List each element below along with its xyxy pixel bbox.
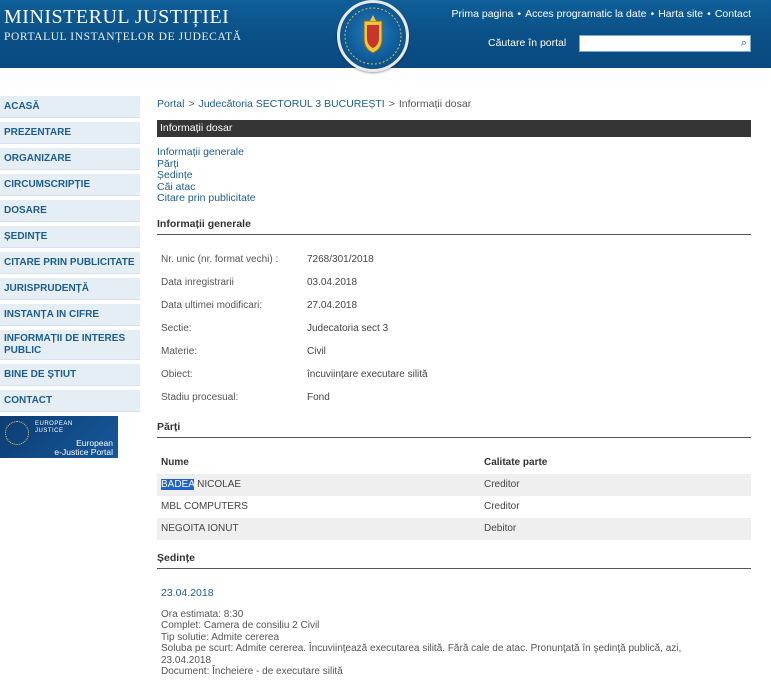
party-name-rest: MBL COMPUTERS xyxy=(161,500,248,512)
sidebar-item-acasa[interactable]: ACASĂ xyxy=(0,96,140,118)
search-label: Căutare în portal xyxy=(488,37,567,49)
sidebar-item-sedinte[interactable]: ȘEDINȚE xyxy=(0,226,140,248)
info-label: Stadiu procesual: xyxy=(161,391,239,403)
party-name xyxy=(157,496,484,518)
section-links xyxy=(157,147,751,205)
hearing-detail-line: 23.04.2018 xyxy=(161,654,212,666)
table-row xyxy=(157,518,751,540)
link-parti[interactable]: Părți xyxy=(157,157,179,170)
party-name xyxy=(157,474,484,496)
hearing-date: 23.04.2018 xyxy=(161,586,214,599)
info-value: Judecatoria sect 3 xyxy=(307,322,389,334)
section-title-parti: Părți xyxy=(157,421,751,438)
breadcrumb-separator: > xyxy=(388,98,395,110)
site-title[interactable]: MINISTERUL JUSTIȚIEI xyxy=(4,6,230,28)
nav-separator: • xyxy=(707,8,711,20)
hearing-detail-line: Ora estimata: 8:30 xyxy=(161,608,244,620)
info-row xyxy=(157,248,751,271)
sidebar-item-dosare[interactable]: DOSARE xyxy=(0,200,140,222)
ejustice-line1: EUROPEAN xyxy=(35,421,73,427)
sidebar-item-circumscriptie[interactable]: CIRCUMSCRIPȚIE xyxy=(0,174,140,196)
link-sedinte[interactable]: Ședințe xyxy=(157,169,193,181)
breadcrumb xyxy=(157,98,751,110)
ejustice-line3: European xyxy=(76,438,113,448)
breadcrumb-portal[interactable]: Portal xyxy=(157,98,185,110)
party-name-rest: NICOLAE xyxy=(194,478,242,490)
eu-stars-icon xyxy=(5,421,29,445)
link-informatii-generale[interactable]: Informații generale xyxy=(157,146,244,158)
site-subtitle: PORTALUL INSTANȚELOR DE JUDECATĂ xyxy=(4,31,242,43)
info-row xyxy=(157,294,751,317)
page-title-bar: Informații dosar xyxy=(157,120,751,137)
info-value: încuviințare executare silită xyxy=(307,368,428,380)
ejustice-line4: e-Justice Portal xyxy=(54,447,113,457)
info-value: Civil xyxy=(307,345,326,357)
nav-prima-pagina[interactable]: Prima pagina xyxy=(451,8,514,20)
link-cai-atac[interactable]: Căi atac xyxy=(157,180,196,193)
hearing-detail-line: Tip solutie: Admite cererea xyxy=(161,631,280,643)
info-label: Data ultimei modificari: xyxy=(161,299,263,311)
section-title-informatii-generale: Informații generale xyxy=(157,218,751,235)
info-label: Materie: xyxy=(161,345,198,357)
column-header-nume: Nume xyxy=(161,456,189,468)
sidebar-item-contact[interactable]: CONTACT xyxy=(0,390,140,412)
sidebar-item-citare[interactable]: CITARE PRIN PUBLICITATE xyxy=(0,252,140,274)
party-role: Creditor xyxy=(484,478,520,490)
nav-harta-site[interactable]: Harta site xyxy=(658,8,704,20)
info-row xyxy=(157,271,751,294)
link-citare-publicitate[interactable]: Citare prin publicitate xyxy=(157,192,256,204)
info-value: Fond xyxy=(307,391,330,403)
coat-of-arms-icon xyxy=(340,3,406,69)
search-input[interactable] xyxy=(579,35,751,52)
nav-acces-programatic[interactable]: Acces programatic la date xyxy=(525,8,647,20)
nav-separator: • xyxy=(650,8,655,20)
info-label: Sectie: xyxy=(161,322,192,334)
search-icon[interactable]: ⌕ xyxy=(740,37,747,49)
main-content xyxy=(157,98,751,678)
info-value: 27.04.2018 xyxy=(307,299,358,311)
site-header xyxy=(0,0,771,68)
section-title-sedinte: Ședințe xyxy=(157,552,751,569)
table-row xyxy=(157,474,751,496)
sidebar-item-informatii-interes-public[interactable]: INFORMAȚII DE INTERES PUBLIC xyxy=(0,330,140,360)
info-value: 7268/301/2018 xyxy=(307,253,374,265)
info-row xyxy=(157,340,751,363)
info-row xyxy=(157,386,751,409)
general-info-table xyxy=(157,248,751,409)
party-role: Debitor xyxy=(484,522,517,534)
hearing-detail-line: Complet: Camera de consiliu 2 Civil xyxy=(161,620,320,631)
hearing-detail-line: Soluba pe scurt: Admite cererea. Încuviinţează executarea silită. Fără cale de atac. Pronunţată în şedinţă publică, azi, xyxy=(161,643,682,654)
info-row xyxy=(157,317,751,340)
table-row xyxy=(157,496,751,518)
party-name xyxy=(157,518,484,540)
sidebar-item-organizare[interactable]: ORGANIZARE xyxy=(0,148,140,170)
hearing-details xyxy=(157,609,751,678)
breadcrumb-separator: > xyxy=(188,98,195,110)
sidebar xyxy=(0,96,140,458)
info-label: Nr. unic (nr. format vechi) : xyxy=(161,253,279,265)
info-label: Data inregistrarii xyxy=(161,276,234,288)
nav-contact[interactable]: Contact xyxy=(714,8,751,20)
party-role: Creditor xyxy=(484,500,520,512)
breadcrumb-current: Informații dosar xyxy=(398,98,472,110)
selected-text-highlight[interactable]: BADEA xyxy=(161,478,195,490)
ejustice-line2: JUSTICE xyxy=(35,428,64,434)
hearing-detail-line: Document: Încheiere - de executare silită xyxy=(161,666,343,677)
sidebar-item-jurisprudenta[interactable]: JURISPRUDENȚĂ xyxy=(0,278,140,300)
nav-separator: • xyxy=(517,8,522,20)
info-value: 03.04.2018 xyxy=(307,276,358,288)
sidebar-item-prezentare[interactable]: PREZENTARE xyxy=(0,122,140,144)
sidebar-item-bine-de-stiut[interactable]: BINE DE ȘTIUT xyxy=(0,364,140,386)
parti-table xyxy=(157,452,751,540)
party-name-rest: NEGOITA IONUT xyxy=(161,522,239,534)
sidebar-item-instanta-in-cifre[interactable]: INSTANȚA IN CIFRE xyxy=(0,304,140,326)
coat-of-arms-logo[interactable] xyxy=(337,0,409,72)
column-header-calitate: Calitate parte xyxy=(484,456,548,468)
breadcrumb-court[interactable]: Judecătoria SECTORUL 3 BUCUREȘTI xyxy=(198,98,385,110)
e-justice-portal-banner[interactable] xyxy=(0,416,118,458)
info-row xyxy=(157,363,751,386)
info-label: Obiect: xyxy=(161,368,193,380)
parti-header-row xyxy=(157,452,751,474)
top-navigation xyxy=(452,8,751,20)
